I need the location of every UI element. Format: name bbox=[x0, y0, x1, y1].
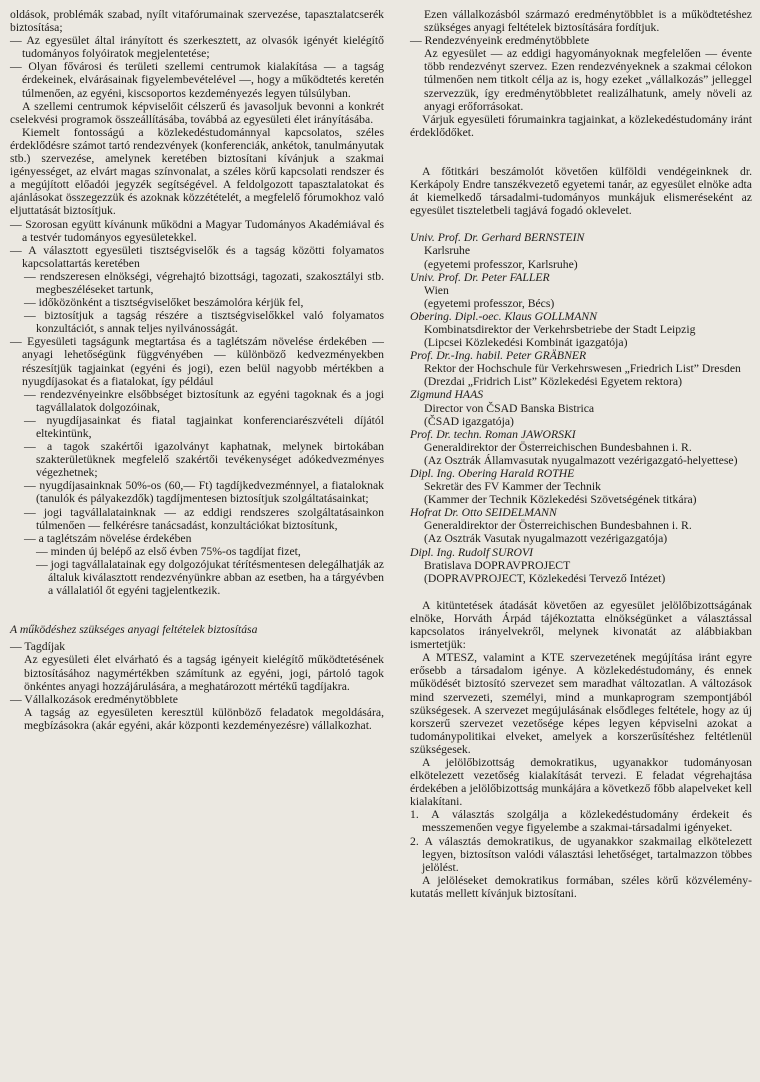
honoree-line: (Az Osztrák Államvasutak nyugalmazott vezérigazgató-helyettese) bbox=[424, 453, 738, 467]
intro-paragraph-5: Kiemelt fontosságú a közlekedéstudománnyal kapcsolatos, széles érdeklődésre számot tartó rendezvények (konferenciák, ankétok, tanulmányutak stb.) szervezése, amelynek keretében biztosítani kívánjuk a szakmai igényességet, az elvárt magas színvonalat, a széles körű kapcsolati rendszer és a megújított előadói jegyzék segítségével. A feldolgozott tapasztalatokat és ajánlásokat összegezzük és azoknak közzétételét, a megfelelő fórumokhoz való eljuttatását biztosítjuk. bbox=[10, 125, 384, 218]
principle-item: 1. A választás szolgálja a közlekedéstudomány érdekeit és messzemenően vegye figyelembe a szakmai-társadalmi igényeket. bbox=[410, 808, 752, 835]
fotitkar-text: A főtitkári beszámolót követően külföldi vendégeinknek dr. Kerkápoly Endre tanszékvezető egyetemi tanár, az egyesület elnöke adta át kiemelkedő társadalmi-tudományos munkájuk elismeréseként az egyesület tiszteletbeli tagjává fogadó oklevelet. bbox=[410, 164, 752, 218]
kapcsolat-paragraph: — A választott egyesületi tisztségviselők és a tagság közötti folyamatos kapcsolattartás keretében bbox=[10, 243, 384, 270]
honoree-name: Zigmund HAAS bbox=[410, 388, 484, 402]
honoree-line: (DOPRAVPROJECT, Közlekedési Tervező Intézet) bbox=[424, 571, 666, 585]
intro-paragraph-3: — Olyan fővárosi és területi szellemi centrumok kialakítása — a tagság érdekeinek, elvárásainak figyelembevételével —, hogy a működtetés keretén túlmenően, az egyéni, kiscsoportos kezdeményezés legyen túlsúlyban. bbox=[10, 60, 384, 100]
tagsag-item: — rendezvényeinkre elsőbbséget biztosítunk az egyéni tagoknak és a jogi tagvállalatok dolgozóinak, bbox=[24, 387, 384, 414]
honoree-name: Univ. Prof. Dr. Peter FALLER bbox=[410, 270, 550, 284]
honoree-entry bbox=[410, 271, 752, 310]
honoree-line: Generaldirektor der Österreichischen Bundesbahnen i. R. bbox=[424, 440, 692, 454]
honoree-entry bbox=[410, 349, 752, 388]
honoree-entry bbox=[410, 467, 752, 506]
mtesz-text: A MTESZ, valamint a KTE szervezetének megújítása iránt egyre erősebb a társadalom igénye. A közlekedéstudomány, és ennek működését biztosító szervezet sem maradhat változatlan. A változások mind szervezeti, személyi, mind a munkaprogram szempontjából szükségesek. A szervezet megújulásának elsődleges feltétele, hogy az új korszerű szervezet vezetősége képes legyen képviselni azokat a tudománypolitikai elveket, amelyek a korszerűsítéshez feltétlenül szükségesek. bbox=[410, 651, 752, 756]
rendezveny-text: Az egyesület — az eddigi hagyományoknak megfelelően — évente több rendezvényt szervez. Ezen rendezvényeknek a szakmai célokon túlmenően nem titkolt célja az is, hogy ezeket „vállalkozás” jelleggel szervezzük, így eredménytöbbletet realizálhatunk, amely növeli az anyagi erőforrásokat. bbox=[424, 47, 752, 113]
kituntetesek-text: A kitüntetések átadását követően az egyesület jelölőbizottságának elnöke, Horváth Árpád tájékoztatta elnökségünket a választással kapcsolatos irányelvekről, melynek kivonatát az alábbiakban ismertetjük: bbox=[410, 598, 752, 652]
tagletszam-item: — minden új belépő az első évben 75%-os tagdíjat fizet, bbox=[36, 544, 301, 558]
honoree-line: Karlsruhe bbox=[424, 244, 471, 258]
honoree-line: Sekretär des FV Kammer der Technik bbox=[424, 480, 601, 494]
honoree-entry bbox=[410, 506, 752, 545]
section-heading: A működéshez szükséges anyagi feltételek biztosítása bbox=[10, 623, 258, 637]
honoree-name: Univ. Prof. Dr. Gerhard BERNSTEIN bbox=[410, 231, 585, 245]
honoree-name: Hofrat Dr. Otto SEIDELMANN bbox=[410, 506, 557, 520]
vallalkozasok-title: — Vállalkozások eredménytöbblete bbox=[10, 692, 178, 706]
kapcsolat-item: — időközönként a tisztségviselőket beszámolóra kérjük fel, bbox=[24, 296, 304, 310]
honoree-entry bbox=[410, 310, 752, 349]
tagsag-item: — nyugdíjasainknak 50%-os (60,— Ft) tagdíjkedvezménnyel, a fiataloknak (tanulók és pályakezdők) tagdíjmentesen biztosítjuk szolgáltatásainkat; bbox=[24, 479, 384, 506]
tagdijak-title: — Tagdíjak bbox=[10, 640, 66, 654]
honoree-entry bbox=[410, 231, 752, 270]
vallalkozasok-text: A tagság az egyesületen keresztül különböző feladatok megoldására, megbízásokra (akár egyéni, akár központi kezdeményezésre) vállalkozhat. bbox=[24, 705, 384, 732]
honoree-line: (egyetemi professzor, Karlsruhe) bbox=[424, 257, 578, 271]
honoree-name: Obering. Dipl.-oec. Klaus GOLLMANN bbox=[410, 309, 597, 323]
akademia-paragraph: — Szorosan együtt kívánunk működni a Magyar Tudományos Akadémiával és a testvér tudományos egyesületekkel. bbox=[10, 217, 384, 244]
honoree-entry bbox=[410, 428, 752, 467]
rendezveny-title: — Rendezvényeink eredménytöbblete bbox=[410, 34, 590, 48]
honoree-line: (egyetemi professzor, Bécs) bbox=[424, 296, 555, 310]
tagsag-item: — a taglétszám növelése érdekében bbox=[24, 531, 192, 545]
forum-text: Várjuk egyesületi fórumainkra tagjainkat, a közlekedéstudomány iránt érdeklődőket. bbox=[410, 112, 752, 139]
honoree-name: Prof. Dr. techn. Roman JAWORSKI bbox=[410, 427, 576, 441]
final-text: A jelöléseket demokratikus formában, széles körű közvélemény-kutatás mellett kívánjuk biztosítani. bbox=[410, 873, 752, 900]
honoree-line: (Drezdai „Fridrich List” Közlekedési Egyetem rektora) bbox=[424, 375, 682, 389]
honoree-line: (Kammer der Technik Közlekedési Szövetségének titkára) bbox=[424, 493, 697, 507]
honoree-line: Generaldirektor der Österreichischen Bundesbahnen i. R. bbox=[424, 519, 692, 533]
honoree-entry bbox=[410, 546, 752, 585]
honoree-line: (Az Osztrák Vasutak nyugalmazott vezérigazgatója) bbox=[424, 532, 668, 546]
honoree-line: Kombinatsdirektor der Verkehrsbetriebe der Stadt Leipzig bbox=[424, 322, 696, 336]
kapcsolat-item: — biztosítjuk a tagság részére a tisztségviselőkkel való folyamatos konzultációt, s annak teljes nyilvánosságát. bbox=[24, 309, 384, 336]
honoree-line: Rektor der Hochschule für Verkehrswesen „Friedrich List” Dresden bbox=[424, 362, 741, 376]
honoree-line: (Lipcsei Közlekedési Kombinát igazgatója) bbox=[424, 336, 628, 350]
tagsag-item: — jogi tagvállalatainknak — az eddigi rendszeres szolgáltatásainkon túlmenően — felkérésre tanácsadást, konzultációkat biztosítunk, bbox=[24, 505, 384, 532]
tagsag-item: — a tagok szakértői igazolványt kaphatnak, melynek birtokában szakterületüknek megfelelő szakértői tevékenységet adókedvezményes végezhetnek; bbox=[24, 440, 384, 480]
honoree-line: Bratislava DOPRAVPROJECT bbox=[424, 558, 571, 572]
honoree-line: Director von ČSAD Banska Bistrica bbox=[424, 401, 595, 415]
left-column bbox=[10, 8, 384, 732]
top-text: Ezen vállalkozásból származó eredménytöbblet is a működtetéshez szükséges anyagi feltételek biztosítására fordítjuk. bbox=[424, 8, 752, 35]
honoree-entry bbox=[410, 388, 752, 427]
honoree-name: Dipl. Ing. Obering Harald ROTHE bbox=[410, 467, 575, 480]
kapcsolat-item: — rendszeresen elnökségi, végrehajtó bizottsági, tagozati, szakosztályi stb. megbeszéléseket tartunk, bbox=[24, 269, 384, 296]
jelolo-text: A jelölőbizottság demokratikus, ugyanakkor tudományosan elkötelezett vezetőség kialakítását tervezi. E feladat végrehajtása érdekében a jelölőbizottság munkájára a következő főbb alapelveket kell kialakítani. bbox=[410, 755, 752, 809]
tagdijak-text: Az egyesületi élet elvárható és a tagság igényeit kielégítő működtetésének biztosításához nagymértékben számítunk az egyéni, jogi, pártoló tagok önkéntes anyagi hozzájárulására, a meghatározott mértékű tagdíjakra. bbox=[24, 653, 384, 693]
tagletszam-item: — jogi tagvállalatainak egy dolgozójukat térítésmentesen delegálhatják az általuk kiválasztott rendezvényünkre abban az esetben, ha a tárgyévben a vállalatiól őt egyéni tagjelentkezik. bbox=[36, 557, 384, 598]
intro-paragraph-1: oldások, problémák szabad, nyílt vitafórumainak szervezése, tapasztalatcserék biztosítása; bbox=[10, 8, 384, 35]
right-column bbox=[410, 8, 752, 900]
intro-paragraph-4: A szellemi centrumok képviselőit célszerű és javasoljuk bevonni a konkrét cselekvési programok összeállításába, továbbá az egyesületi élet irányításába. bbox=[10, 99, 384, 126]
honoree-name: Prof. Dr.-Ing. habil. Peter GRÄBNER bbox=[410, 349, 587, 363]
honoree-name: Dipl. Ing. Rudolf SUROVI bbox=[410, 545, 534, 559]
intro-paragraph-2: — Az egyesület által irányított és szerkesztett, az olvasók igényét kielégítő tudományos folyóiratok megjelentetése; bbox=[10, 34, 384, 61]
honoree-line: (ČSAD igazgatója) bbox=[424, 414, 514, 428]
tagsag-item: — nyugdíjasainkat és fiatal tagjainkat konferenciarészvételi díjától eltekintünk, bbox=[24, 413, 384, 440]
principle-item: 2. A választás demokratikus, de ugyanakkor szakmailag elkötelezett legyen, biztosítson valódi választási lehetőséget, tartalmazzon többes jelölést. bbox=[410, 834, 752, 874]
tagsag-paragraph: — Egyesületi tagságunk megtartása és a taglétszám növelése érdekében — anyagi lehetőségünk függvényében — különböző kedvezményekben részesítjük tagjainkat (egyéni és jogi), ezen belül nagyobb mértékben a nyugdíjasokat és a fiatalokat, így például bbox=[10, 335, 384, 388]
honoree-line: Wien bbox=[424, 283, 449, 297]
